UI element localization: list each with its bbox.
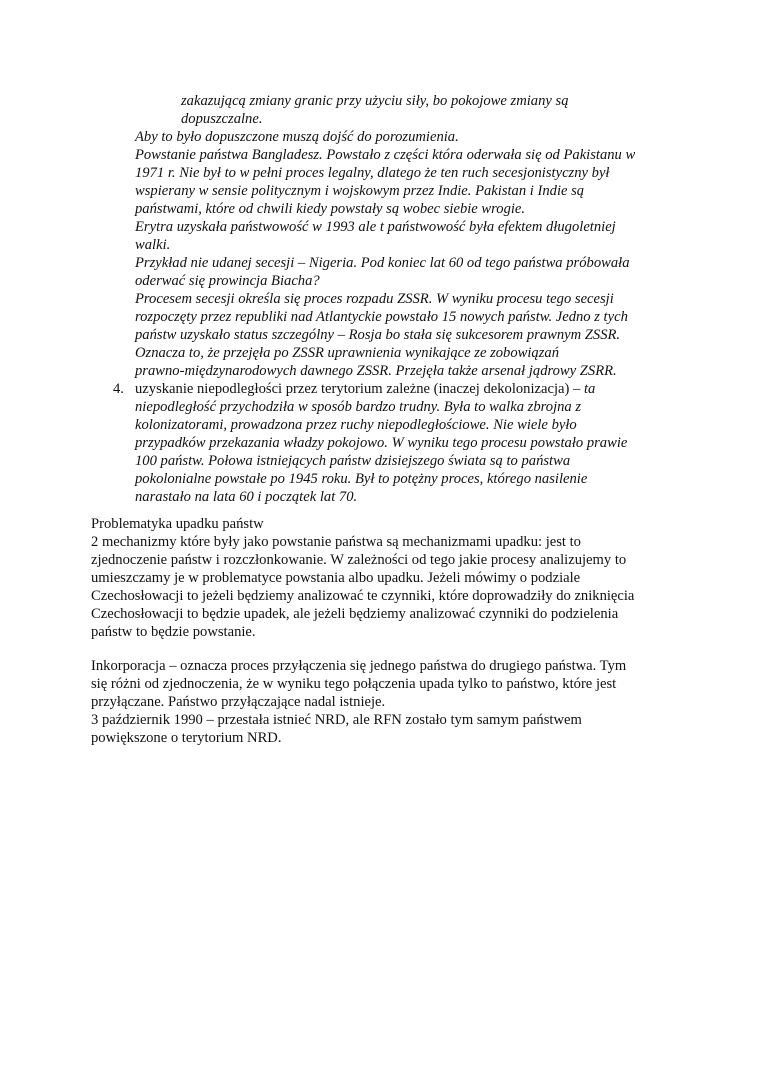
text-line: się różni od zjednoczenia, że w wyniku tego połączenia upada tylko to państwo, które jest	[91, 676, 617, 692]
text-line: powiększone o terytorium NRD.	[91, 730, 282, 746]
text-line: Czechosłowacji to jeżeli będziemy analizować te czynniki, które doprowadziły do zniknięcia	[91, 588, 635, 604]
list-item-italic-text: – ta	[569, 381, 596, 397]
text-line: 100 państw. Połowa istniejących państw dzisiejszego świata są to państwa	[135, 453, 571, 469]
text-line: przyłączane. Państwo przyłączające nadal istnieje.	[91, 694, 386, 710]
text-line: państw uzyskało status szczególny – Rosja bo stała się sukcesorem prawnym ZSSR.	[135, 327, 621, 343]
text-line: prawno-międzynarodowych dawnego ZSSR. Przejęła także arsenał jądrowy ZSRR.	[135, 363, 617, 379]
text-line: 1971 r. Nie był to w pełni proces legalny, dlatego że ten ruch secesjonistyczny był	[135, 165, 610, 181]
text-line: rozpoczęty przez republiki nad Atlantyckie powstało 15 nowych państw. Jedno z tych	[135, 309, 628, 325]
text-line: zakazującą zmiany granic przy użyciu siły, bo pokojowe zmiany są	[181, 93, 569, 109]
text-line: wspierany w sensie politycznym i wojskowym przez Indie. Pakistan i Indie są	[135, 183, 585, 199]
text-line: oderwać się prowincja Biacha?	[135, 273, 320, 289]
text-line: Powstanie państwa Bangladesz. Powstało z części która oderwała się od Pakistanu w	[135, 147, 636, 163]
list-number: 4.	[113, 381, 124, 397]
list-item-regular-text: uzyskanie niepodległości przez terytorium zależne (inaczej dekolonizacja)	[135, 381, 570, 397]
text-line: państw to będzie powstanie.	[91, 624, 256, 640]
text-line: Przykład nie udanej secesji – Nigeria. Pod koniec lat 60 od tego państwa próbowała	[135, 255, 630, 271]
text-line: umieszczamy je w problematyce powstania albo upadku. Jeżeli mówimy o podziale	[91, 570, 581, 586]
text-line: kolonizatorami, prowadzona przez ruchy niepodległościowe. Nie wiele było	[135, 417, 577, 433]
text-line: Inkorporacja – oznacza proces przyłączenia się jednego państwa do drugiego państwa. Tym	[91, 658, 627, 674]
text-line: Aby to było dopuszczone muszą dojść do porozumienia.	[135, 129, 459, 145]
text-line: zjednoczenie państw i rozczłonkowanie. W zależności od tego jakie procesy analizujemy to	[91, 552, 627, 568]
list-item-first-line	[135, 380, 595, 398]
text-line: pokolonialne powstałe po 1945 roku. Był to potężny proces, którego nasilenie	[135, 471, 588, 487]
text-line: przypadków przekazania władzy pokojowo. W wyniku tego procesu powstało prawie	[135, 435, 628, 451]
section-heading: Problematyka upadku państw	[91, 516, 264, 532]
text-line: Erytra uzyskała państwowość w 1993 ale t państwowość była efektem długoletniej	[135, 219, 616, 235]
text-line: Oznacza to, że przejęła po ZSSR uprawnienia wynikające ze zobowiązań	[135, 345, 560, 361]
text-line: walki.	[135, 237, 171, 253]
text-line: narastało na lata 60 i początek lat 70.	[135, 489, 358, 505]
text-line: 3 październik 1990 – przestała istnieć NRD, ale RFN zostało tym samym państwem	[91, 712, 582, 728]
text-line: Procesem secesji określa się proces rozpadu ZSSR. W wyniku procesu tego secesji	[135, 291, 614, 307]
text-line: Czechosłowacji to będzie upadek, ale jeżeli będziemy analizować czynniki do podzielenia	[91, 606, 619, 622]
text-line: państwami, które od chwili kiedy powstały są wobec siebie wrogie.	[135, 201, 526, 217]
text-line: dopuszczalne.	[181, 111, 263, 127]
text-line: 2 mechanizmy które były jako powstanie państwa są mechanizmami upadku: jest to	[91, 534, 581, 550]
text-line: niepodległość przychodziła w sposób bardzo trudny. Była to walka zbrojna z	[135, 399, 582, 415]
